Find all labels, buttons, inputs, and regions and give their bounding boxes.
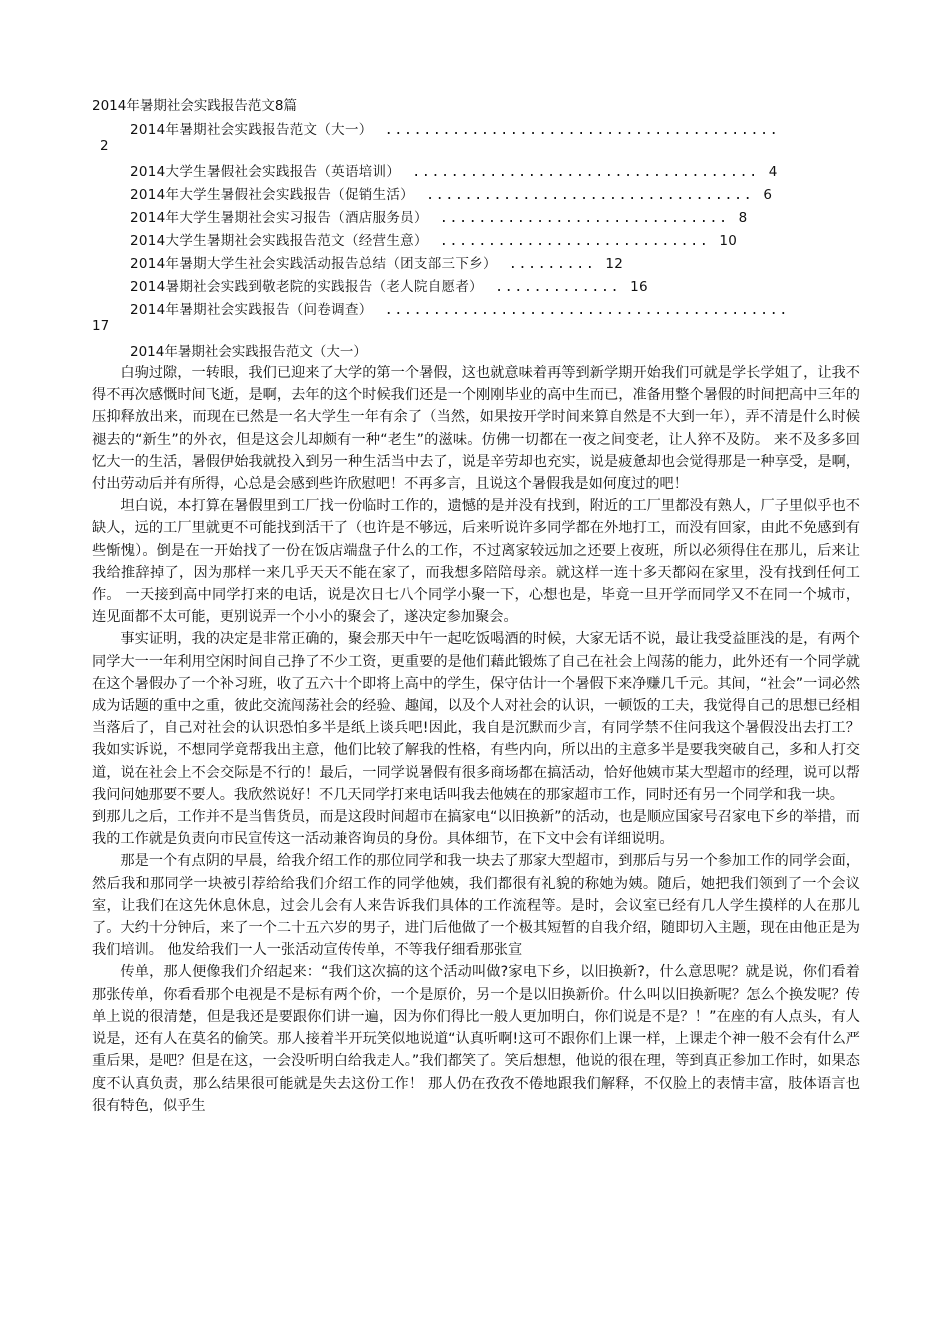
- body-paragraph: 坦白说，本打算在暑假里到工厂找一份临时工作的，遗憾的是并没有找到，附近的工厂里都没有熟人，厂子里似乎也不缺人，远的工厂里就更不可能找到活干了（也许是不够远，后来听说许多同学都在外地打工，而没有回家，由此不免感到有些惭愧）。倒是在一开始找了一份在饭店端盘子什么的工作，不过离家较远加之还要上夜班，所以必须得住在那儿，后来让我给推辞掉了，因为那样一来几乎天天不能在家了，而我想多陪陪母亲。就这样一连十多天都闷在家里，没有找到任何工作。 一天接到高中同学打来的电话，说是次日七八个同学小聚一下，心想也是，毕竟一旦开学而同学又不在同一个城市，连见面都不太可能，更别说弄一个小小的聚会了，遂决定参加聚会。: [92, 498, 860, 626]
- report-body: [92, 362, 860, 1117]
- toc-entry[interactable]: [130, 229, 737, 249]
- body-paragraph: 白驹过隙，一转眼，我们已迎来了大学的第一个暑假，这也就意味着再等到新学期开始我们可就是学长学姐了，让我不得不再次感慨时间飞逝，是啊，去年的这个时候我们还是一个刚刚毕业的高中生而已，准备用整个暑假的时间把高中三年的压抑释放出来，而现在已然是一名大学生一年有余了（当然，如果按开学时间来算自然是不大到一年），弄不清是什么时候褪去的“新生”的外衣，但是这会儿却颇有一种“老生”的滋味。仿佛一切都在一夜之间变老，让人猝不及防。 来不及多多回忆大一的生活，暑假伊始我就投入到另一种生活当中去了，说是辛劳却也充实，说是疲惫却也会觉得那是一种享受，是啊，付出劳动后并有所得，心总是会感到些许欣慰吧！不再多言，且说这个暑假我是如何度过的吧！: [92, 365, 860, 493]
- toc-leader-dots: .........................................: [384, 122, 780, 138]
- toc-leader-dots: .............: [494, 279, 621, 295]
- section-heading: 2014年暑期社会实践报告范文（大一）: [130, 344, 367, 360]
- toc-leader-dots: ..........................................: [384, 302, 789, 318]
- toc-entry[interactable]: [130, 183, 772, 203]
- toc-leader-dots: ....................................: [412, 164, 759, 180]
- toc-entry-page: 6: [763, 187, 773, 203]
- toc-entry[interactable]: [130, 298, 789, 318]
- toc-entry-page: 4: [768, 164, 778, 180]
- toc-entry-label: 2014年暑期社会实践报告范文（大一）: [130, 122, 373, 138]
- toc-entry-label: 2014年大学生暑期社会实习报告（酒店服务员）: [130, 210, 428, 226]
- toc-entry-label: 2014年大学生暑假社会实践报告（促销生活）: [130, 187, 414, 203]
- toc-entry[interactable]: [130, 275, 648, 295]
- toc-leader-dots: .........: [508, 256, 596, 272]
- body-paragraph: 那是一个有点阴的早晨，给我介绍工作的那位同学和我一块去了那家大型超市，到那后与另一个参加工作的同学会面，然后我和那同学一块被引荐给给我们介绍工作的同学他姨，我们都很有礼貌的称她为姨。随后，她把我们领到了一个会议室，让我们在这先休息休息，过会儿会有人来告诉我们具体的工作流程等。是时，会议室已经有几人学生摸样的人在那儿了。大约十分钟后，来了一个二十五六岁的男子，进门后他做了一个极其短暂的自我介绍，随即切入主题，现在由他正是为我们培训。 他发给我们一人一张活动宣传传单，不等我仔细看那张宣: [92, 853, 860, 959]
- toc-entry[interactable]: [130, 252, 623, 272]
- toc-entry-label: 2014大学生暑期社会实践报告范文（经营生意）: [130, 233, 428, 249]
- toc-entry-page: 12: [605, 256, 624, 272]
- toc-entry-page: 16: [630, 279, 648, 295]
- toc-entry-label: 2014大学生暑假社会实践报告（英语培训）: [130, 164, 401, 180]
- toc-entry[interactable]: [130, 206, 748, 226]
- toc-entry-page: 17: [92, 318, 110, 334]
- toc-entry-page: 2: [100, 138, 109, 154]
- toc-leader-dots: ..................................: [425, 187, 754, 203]
- toc-entry-label: 2014年暑期大学生社会实践活动报告总结（团支部三下乡）: [130, 256, 497, 272]
- toc-entry-page: 10: [719, 233, 738, 249]
- body-paragraph: 事实证明，我的决定是非常正确的，聚会那天中午一起吃饭喝酒的时候，大家无话不说，最让我受益匪浅的是，有两个同学大一一年利用空闲时间自己挣了不少工资，更重要的是他们藉此锻炼了自己在社会上闯荡的能力，此外还有一个同学就在这个暑假办了一个补习班，收了五六十个即将上高中的学生，保守估计一个暑假下来净赚几千元。其间，“社会”一词必然成为话题的重中之重，彼此交流闯荡社会的经验、趣闻，以及个人对社会的认识，一顿饭的工夫，我觉得自己的思想已经相当落后了，自己对社会的认识恐怕多半是纸上谈兵吧!因此，我自是沉默而少言，有同学禁不住问我这个暑假没出去打工？我如实诉说，不想同学竟帮我出主意，他们比较了解我的性格，有些内向，所以出的主意多半是要我突破自己，多和人打交道，说在社会上不会交际是不行的！最后，一同学说暑假有很多商场都在搞活动，恰好他姨市某大型超市的经理，说可以帮我问问她那要不要人。我欣然说好！不几天同学打来电话叫我去他姨在的那家超市工作，同时还有另一个同学和我一块。: [92, 631, 860, 803]
- toc-leader-dots: ..............................: [439, 210, 729, 226]
- body-paragraph: 传单，那人便像我们介绍起来：“我们这次搞的这个活动叫做?家电下乡，以旧换新?，什么意思呢？就是说，你们看着那张传单，你看看那个电视是不是标有两个价，一个是原价，另一个是以旧换新价。什么叫以旧换新呢？怎么个换发呢？传单上说的很清楚，但是我还是要跟你们讲一遍，因为你们得比一般人更加明白，你们说是不是？！”在座的有人点头，有人说是，还有人在莫名的偷笑。那人接着半开玩笑似地说道“认真听啊!这可不跟你们上课一样，上课走个神一般不会有什么严重后果，是吧？但是在这，一会没听明白给我走人。”我们都笑了。笑后想想，他说的很在理，等到真正参加工作时，如果态度不认真负责，那么结果很可能就是失去这份工作！ 那人仍在孜孜不倦地跟我们解释，不仅脸上的表情丰富，肢体语言也很有特色，似乎生: [92, 964, 860, 1114]
- toc-entry[interactable]: [130, 160, 778, 180]
- document-title: 2014年暑期社会实践报告范文8篇: [92, 98, 297, 114]
- toc-entry-label: 2014年暑期社会实践报告（问卷调查）: [130, 302, 373, 318]
- toc-entry-page: 8: [738, 210, 748, 226]
- toc-entry-label: 2014暑期社会实践到敬老院的实践报告（老人院自愿者）: [130, 279, 483, 295]
- toc-entry[interactable]: [130, 118, 779, 138]
- body-paragraph: 到那儿之后，工作并不是当售货员，而是这段时间超市在搞家电“以旧换新”的活动，也是顺应国家号召家电下乡的举措，而我的工作就是负责向市民宣传这一活动兼咨询员的身份。具体细节，在下文中会有详细说明。: [92, 809, 860, 848]
- toc-leader-dots: ............................: [439, 233, 710, 249]
